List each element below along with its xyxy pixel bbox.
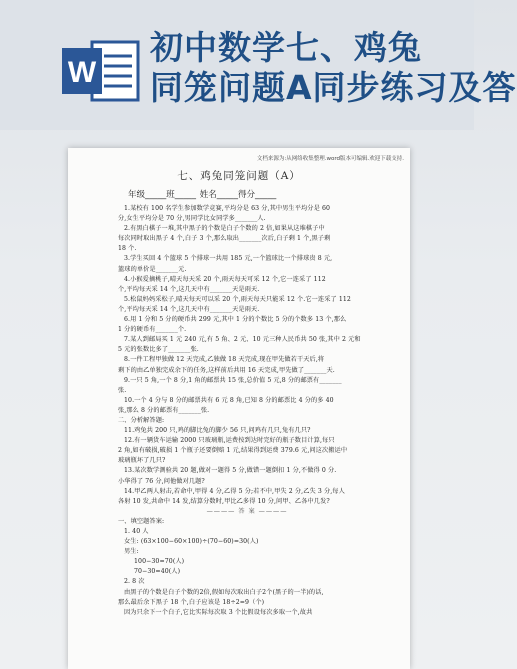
body-line: 2. 8 次 (124, 578, 145, 586)
body-line: 男生: (124, 548, 139, 556)
body-line: 1 分的硬币有_______个. (118, 326, 187, 334)
body-line: 7.某人到邮局买 1 元 240 元,有 5 角、2 元、10 元三种人民币共 50 张,其中 2 元和 (124, 336, 361, 344)
body-line: 6.用 1 分和 5 分的硬币共 299 元,其中 1 分的个数比 5 分的个数多 13 个,那么 (124, 316, 347, 324)
body-line: 14.甲乙两人射击,若命中,甲得 4 分,乙得 5 分;若不中,甲失 2 分,乙失 3 分,每人 (124, 487, 345, 495)
body-line: 各射 10 发,共命中 14 发,结算分数时,甲比乙多得 10 分,问甲、乙各中几发? (118, 497, 330, 505)
banner (0, 0, 517, 130)
student-info-line: 年级_____班_____ 姓名_____得分_____ (128, 190, 277, 200)
word-logo-letter: W (67, 56, 97, 89)
body-line: 张,那么 8 分的邮票有_______张. (118, 406, 210, 414)
body-line: 18 个. (118, 245, 137, 253)
banner-title (150, 28, 517, 108)
body-line: 9.一只 5 角,一个 8 分,1 角的邮票共 15 张,总价值 5 元,8 分的邮票有_______ (124, 376, 342, 384)
body-line: 13.某次数学测验共 20 题,做对一题得 5 分,做错一题倒扣 1 分,不做得 0 分. (124, 467, 337, 475)
body-line: 1.某校有 100 名学生参加数学竞赛,平均分是 63 分,其中男生平均分是 60 (124, 205, 331, 212)
body-line: 1. 40 人 (124, 528, 149, 535)
body-line: 篮球的单价是_______元. (118, 265, 187, 273)
document-title: 七、鸡兔同笼问题（A） (177, 170, 301, 182)
body-line: 剩下的由乙单独完成余下的任务,这样前后共用 16 天完成,甲先做了_______天. (118, 366, 335, 374)
body-line: 分,女生平均分是 70 分,男同学比女同学多_______人. (118, 215, 266, 223)
body-line: 8.一件工程甲独做 12 天完成,乙独做 18 天完成,现在甲先做若干天后,将 (124, 356, 325, 364)
body-line: 11.鸡兔共 200 只,鸡的脚比兔的脚少 56 只,问鸡有几只,兔有几只? (124, 427, 311, 435)
source-note: 文档来源为:从网络收集整理.word版本可编辑.欢迎下载支持. (256, 156, 404, 162)
body-line: 由黑子的个数是白子个数的2倍,假如每次取出白子2个(黑子的一半)的话, (124, 588, 324, 596)
section-heading: 二、分析解答题: (118, 416, 165, 424)
body-line: 个,平均每天采 14 个,这几天中有_______天是雨天. (118, 285, 260, 293)
document-body (118, 204, 376, 618)
banner-title-line1: 初中数学七、鸡兔 (150, 28, 422, 67)
document-page (68, 148, 410, 669)
body-line: 因为只余下一个白子,它比实际每次取 3 个比假设每次多取一个,故共 (124, 608, 313, 616)
body-line: 2.有黑白棋子一堆,其中黑子的个数是白子个数的 2 倍,如果从这堆棋子中 (124, 225, 325, 233)
word-document-icon (62, 38, 142, 104)
section-heading: 一、填空题答案: (118, 517, 165, 525)
body-line: 小华得了 76 分,问他做对几题? (118, 477, 205, 485)
answer-divider: ———— 答 案 ———— (206, 507, 288, 515)
body-line: 每次同时取出黑子 4 个,白子 3 个,那么取出_______次后,白子剩 1 个,黑子剩 (118, 235, 331, 243)
banner-title-line2: 同笼问题A同步练习及答 (150, 68, 517, 107)
body-line: 100−30=70(人) (134, 558, 185, 566)
body-line: 5 元的张数比多了_______张. (118, 346, 199, 354)
body-line: 个,平均每天采 14 个,这几天中有_______天是雨天. (118, 305, 260, 313)
body-line: 女生: (63×100−60×100)÷(70−60)=30(人) (124, 538, 259, 546)
body-line: 张. (118, 386, 127, 394)
body-line: 4.小猴爱摘桃子,晴天每天采 20 个,雨天每天可采 12 个,它一连采了 112 (124, 275, 326, 283)
body-line: 3.学生买回 4 个篮球 5 个排球一共用 185 元,一个篮球比一个排球贵 8 元, (124, 255, 333, 263)
body-line: 70−30=40(人) (134, 568, 181, 576)
body-line: 那么最后余下黑子 18 个,白子应该是 18÷2=9（个) (118, 598, 265, 606)
body-line: 10.一个 4 分与 8 分的邮票共有 6 元 8 角,已知 8 分的邮票比 4 分的多 40 (124, 396, 334, 404)
body-line: 5.松鼠妈妈采松子,晴天每天可以采 20 个,雨天每天只能采 12 个.它一连采了 112 (124, 295, 351, 303)
body-line: 2 角,如有破损,破损 1 个瓶子还要倒赔 1 元,结果得到运费 379.6 元,问这次搬运中 (118, 447, 348, 455)
body-line: 玻璃瓶坏了几只? (118, 457, 166, 465)
body-line: 12.有一辆货车运输 2000 只玻璃瓶,运费按到达时完好的瓶子数目计算,每只 (124, 437, 335, 445)
